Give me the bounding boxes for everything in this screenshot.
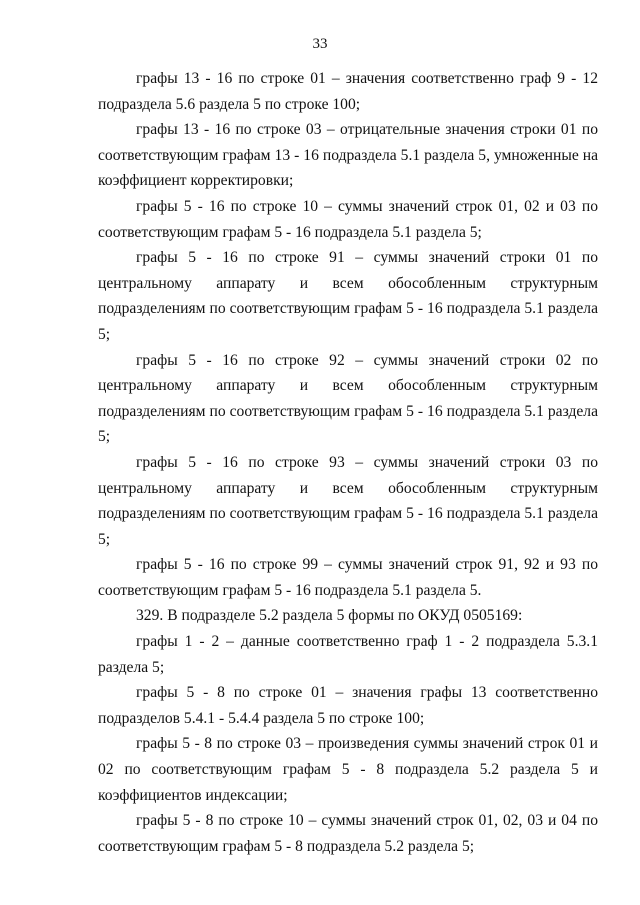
paragraph-graphs-13-16-row-01: графы 13 - 16 по строке 01 – значения соответственно граф 9 - 12 подраздела 5.6 раздела 5 по строке 100; [98,70,598,113]
paragraph-graphs-5-16-row-92: графы 5 - 16 по строке 92 – суммы значений строки 02 по центральному аппарату и всем обособленным структурным подразделениям по соответствующим графам 5 - 16 подраздела 5.1 раздела 5; [98,351,598,446]
paragraph-graphs-5-16-row-91: графы 5 - 16 по строке 91 – суммы значений строки 01 по центральному аппарату и всем обособленным структурным подразделениям по соответствующим графам 5 - 16 подраздела 5.1 раздела 5; [98,249,598,343]
paragraph-graphs-5-8-row-03: графы 5 - 8 по строке 03 – произведения суммы значений строк 01 и 02 по соответствующим графам 5 - 8 подраздела 5.2 раздела 5 и коэффициентов индексации; [98,735,598,804]
paragraph-graphs-5-8-row-01: графы 5 - 8 по строке 01 – значения графы 13 соответственно подразделов 5.4.1 - 5.4.4 раздела 5 по строке 100; [98,684,598,727]
paragraph-item-329: 329. В подразделе 5.2 раздела 5 формы по ОКУД 0505169: [136,607,523,625]
paragraph-graphs-1-2: графы 1 - 2 – данные соответственно граф 1 - 2 подраздела 5.3.1 раздела 5; [98,633,598,676]
paragraph-graphs-5-8-row-10: графы 5 - 8 по строке 10 – суммы значений строк 01, 02, 03 и 04 по соответствующим графам 5 - 8 подраздела 5.2 раздела 5; [98,812,598,855]
document-body [98,66,598,859]
paragraph-graphs-13-16-row-03: графы 13 - 16 по строке 03 – отрицательные значения строки 01 по соответствующим графам 13 - 16 подраздела 5.1 раздела 5, умноженные на коэффициент корректировки; [98,121,598,190]
paragraph-graphs-5-16-row-93: графы 5 - 16 по строке 93 – суммы значений строки 03 по центральному аппарату и всем обособленным структурным подразделениям по соответствующим графам 5 - 16 подраздела 5.1 раздела 5; [98,453,598,548]
paragraph-graphs-5-16-row-99: графы 5 - 16 по строке 99 – суммы значений строк 91, 92 и 93 по соответствующим графам 5 - 16 подраздела 5.1 раздела 5. [98,556,598,599]
paragraph-graphs-5-16-row-10: графы 5 - 16 по строке 10 – суммы значений строк 01, 02 и 03 по соответствующим графам 5 - 16 подраздела 5.1 раздела 5; [98,197,598,241]
page-number: 33 [312,36,328,52]
